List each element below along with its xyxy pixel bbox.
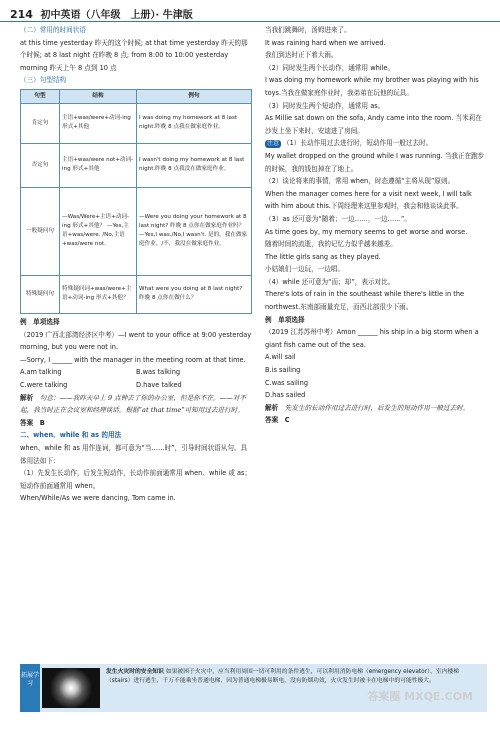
paragraph: （3）同时发生两个短动作，通常用 as。 xyxy=(265,101,385,110)
subsection-title: （三）句型结构 xyxy=(20,76,67,85)
note-text: （4）while 还可意为“而；却”，表示对比。 xyxy=(265,277,395,286)
example-sentence: When/While/As we were dancing, Tom came in. xyxy=(20,494,176,503)
options-row xyxy=(20,366,252,379)
extended-learning-badge: 拓展学习 xyxy=(20,664,40,712)
example-label: 例 单项选择 xyxy=(265,315,305,324)
option-d: D.have talked xyxy=(136,380,182,389)
example-sentence: I was doing my homework while my brother was playing with his toys.当我在做家庭作业时，我弟弟在玩他的玩具。 xyxy=(265,76,479,97)
table-header: 句型 xyxy=(21,89,60,103)
table-cell: 一般疑问句 xyxy=(21,187,60,275)
option-b: B.is sailing xyxy=(265,366,301,375)
answer-label: 答案 xyxy=(20,418,34,427)
example-sentence: It was raining hard when we arrived. xyxy=(265,38,386,47)
paragraph: at this time yesterday 昨天的这个时候; at that time yesterday 昨天的那个时候; at 8 last night 在昨晚 8 点; from 8:00 to 10:00 yesterday morning 昨天上午 8 点到 10 点 xyxy=(20,38,248,72)
options-row xyxy=(20,379,252,392)
table-header: 结构 xyxy=(60,89,137,103)
translation: 小姑娘们一边玩，一边唱。 xyxy=(265,265,345,274)
answer-value: C xyxy=(284,416,290,425)
table-cell: 特殊疑问词+was/were+主语+动词-ing 形式+其他？ xyxy=(60,275,137,313)
analysis-label: 解析 xyxy=(265,403,279,412)
watermark-logo: 答案圈 MXQE.COM xyxy=(367,690,473,703)
example-sentence: When the manager comes here for a visit next week, I will talk with him about this.下周经理来这里参观时，我会和他谈谈此事。 xyxy=(265,189,472,211)
option-b: B.was talking xyxy=(136,368,181,377)
note-text: （3）as 还可意为“随着；一边……，一边……”。 xyxy=(265,214,411,223)
extended-learning-body: 如果被困于火灾中，应当利用周围一切可利用的条件逃生，可以利用消防电梯（emergency elevator）、室内楼梯（stairs）进行逃生，千万不能乘坐普通电梯，因为普通电梯极易断电，没有防烟功效，火灾发生时被卡在电梯中的可能性极大。 xyxy=(106,669,459,685)
analysis-text: 先发生的长动作用过去进行时，后发生的短动作用一般过去时。 xyxy=(284,403,470,412)
extended-learning-text xyxy=(106,668,482,686)
table-cell: 主语+was/were not+动词-ing 形式+其他 xyxy=(60,143,137,187)
table-row xyxy=(21,103,252,143)
example-label: 例 单项选择 xyxy=(20,317,60,326)
example-sentence: There's lots of rain in the southeast while there's little in the northwest.东南部雨量充足，而西北部很少下雨。 xyxy=(265,290,465,312)
note-text: （1）长动作用过去进行时，短动作用一般过去时。 xyxy=(283,139,433,148)
paragraph: 我们到达时正下着大雨。 xyxy=(265,51,338,60)
question-text: （2019 广西北部湾经济区中考）—I went to your office at 9:00 yesterday morning, but you were not in. xyxy=(20,330,252,352)
page-number: 214 xyxy=(10,8,33,21)
example-sentence: My wallet dropped on the ground while I was running. 当我正在跑步的时候，我的钱包掉在了地上。 xyxy=(265,151,485,173)
page-header xyxy=(10,6,193,21)
extended-learning-title: 发生火灾时的安全知识 xyxy=(106,669,164,675)
option-c: C.were talking xyxy=(20,380,68,389)
option-d: D.has sailed xyxy=(265,391,306,400)
paragraph: when、while 和 as 用作连词，都可意为“当……时”，引导时间状语从句。具体用法如下： xyxy=(20,443,248,465)
table-row xyxy=(21,187,252,275)
table-cell: 主语+was/were+动词-ing 形式+其他 xyxy=(60,103,137,143)
example-sentence: The little girls sang as they played. xyxy=(265,252,381,261)
translation: 随着时间的流逝，我的记忆力似乎越来越差。 xyxy=(265,240,397,249)
table-header-row xyxy=(21,89,252,103)
extended-learning-box xyxy=(20,664,487,712)
answer-label: 答案 xyxy=(265,416,279,425)
example-sentence: As time goes by, my memory seems to get worse and worse. xyxy=(265,227,468,236)
table-cell: —Was/Were+主语+动词-ing 形式+其他？ —Yes,主语+was/were. /No,主语+was/were not. xyxy=(60,187,137,275)
question-text: —Sorry, I ______ with the manager in the meeting room at that time. xyxy=(20,355,246,364)
analysis-label: 解析 xyxy=(20,393,34,402)
table-cell: I wasn't doing my homework at 8 last night.昨晚 8 点我没在做家庭作业。 xyxy=(137,143,252,187)
table-cell: 特殊疑问句 xyxy=(21,275,60,313)
subsection-title: （二）常用的时间状语 xyxy=(20,26,86,34)
table-cell: What were you doing at 8 last night? 昨晚 8 点你在做什么？ xyxy=(137,275,252,313)
table-cell: 肯定句 xyxy=(21,103,60,143)
table-cell: I was doing my homework at 8 last night.昨晚 8 点我在做家庭作业。 xyxy=(137,103,252,143)
option-c: C.was sailing xyxy=(265,378,309,387)
book-title: 初中英语（八年级 上册）· 牛津版 xyxy=(40,10,193,21)
paragraph: 当我们跳舞时，汤姆进来了。 xyxy=(265,26,351,34)
sentence-structure-table xyxy=(20,89,252,314)
paragraph: （1）先发生长动作，后发生短动作，长动作前面通常用 when、while 或 as；短动作前面通常用 when。 xyxy=(20,469,252,490)
left-column xyxy=(20,24,252,505)
table-row xyxy=(21,275,252,313)
note-text: （2）谈论将来的事情，常用 when，时态遵循“主将从现”原则。 xyxy=(265,177,455,186)
table-row xyxy=(21,143,252,187)
table-cell: —Were you doing your homework at 8 last night? 昨晚 8 点你在做家庭作业吗？ —Yes,I was./No,I wasn't. 是的，我在做家庭作业。/不，我没在做家庭作业。 xyxy=(137,187,252,275)
fire-photo-image xyxy=(42,668,100,708)
option-a: A.will sail xyxy=(265,353,296,362)
header-divider xyxy=(0,21,500,22)
right-column xyxy=(265,24,487,427)
question-text: （2019 江苏苏州中考）Amon ______ his ship in a big storm when a giant fish came out of the sea. xyxy=(265,328,479,349)
note-badge: 注意 xyxy=(267,140,280,148)
section-title: 二、when、while 和 as 的用法 xyxy=(20,431,122,440)
option-a: A.am talking xyxy=(20,368,62,377)
paragraph: （2）同时发生两个长动作，通常用 while。 xyxy=(265,63,395,72)
table-cell: 否定句 xyxy=(21,143,60,187)
answer-value: B xyxy=(39,418,45,427)
table-header: 例句 xyxy=(137,89,252,103)
example-sentence: As Millie sat down on the sofa, Andy came into the room. 当米莉在沙发上坐下来时，安迪进了房间。 xyxy=(265,114,482,135)
analysis-text: 句意：——我昨天早上 9 点钟去了你的办公室，但是你不在。——对不起，我当时正在会议室和经理谈话。根据“at that time”可知用过去进行时。 xyxy=(20,393,246,415)
